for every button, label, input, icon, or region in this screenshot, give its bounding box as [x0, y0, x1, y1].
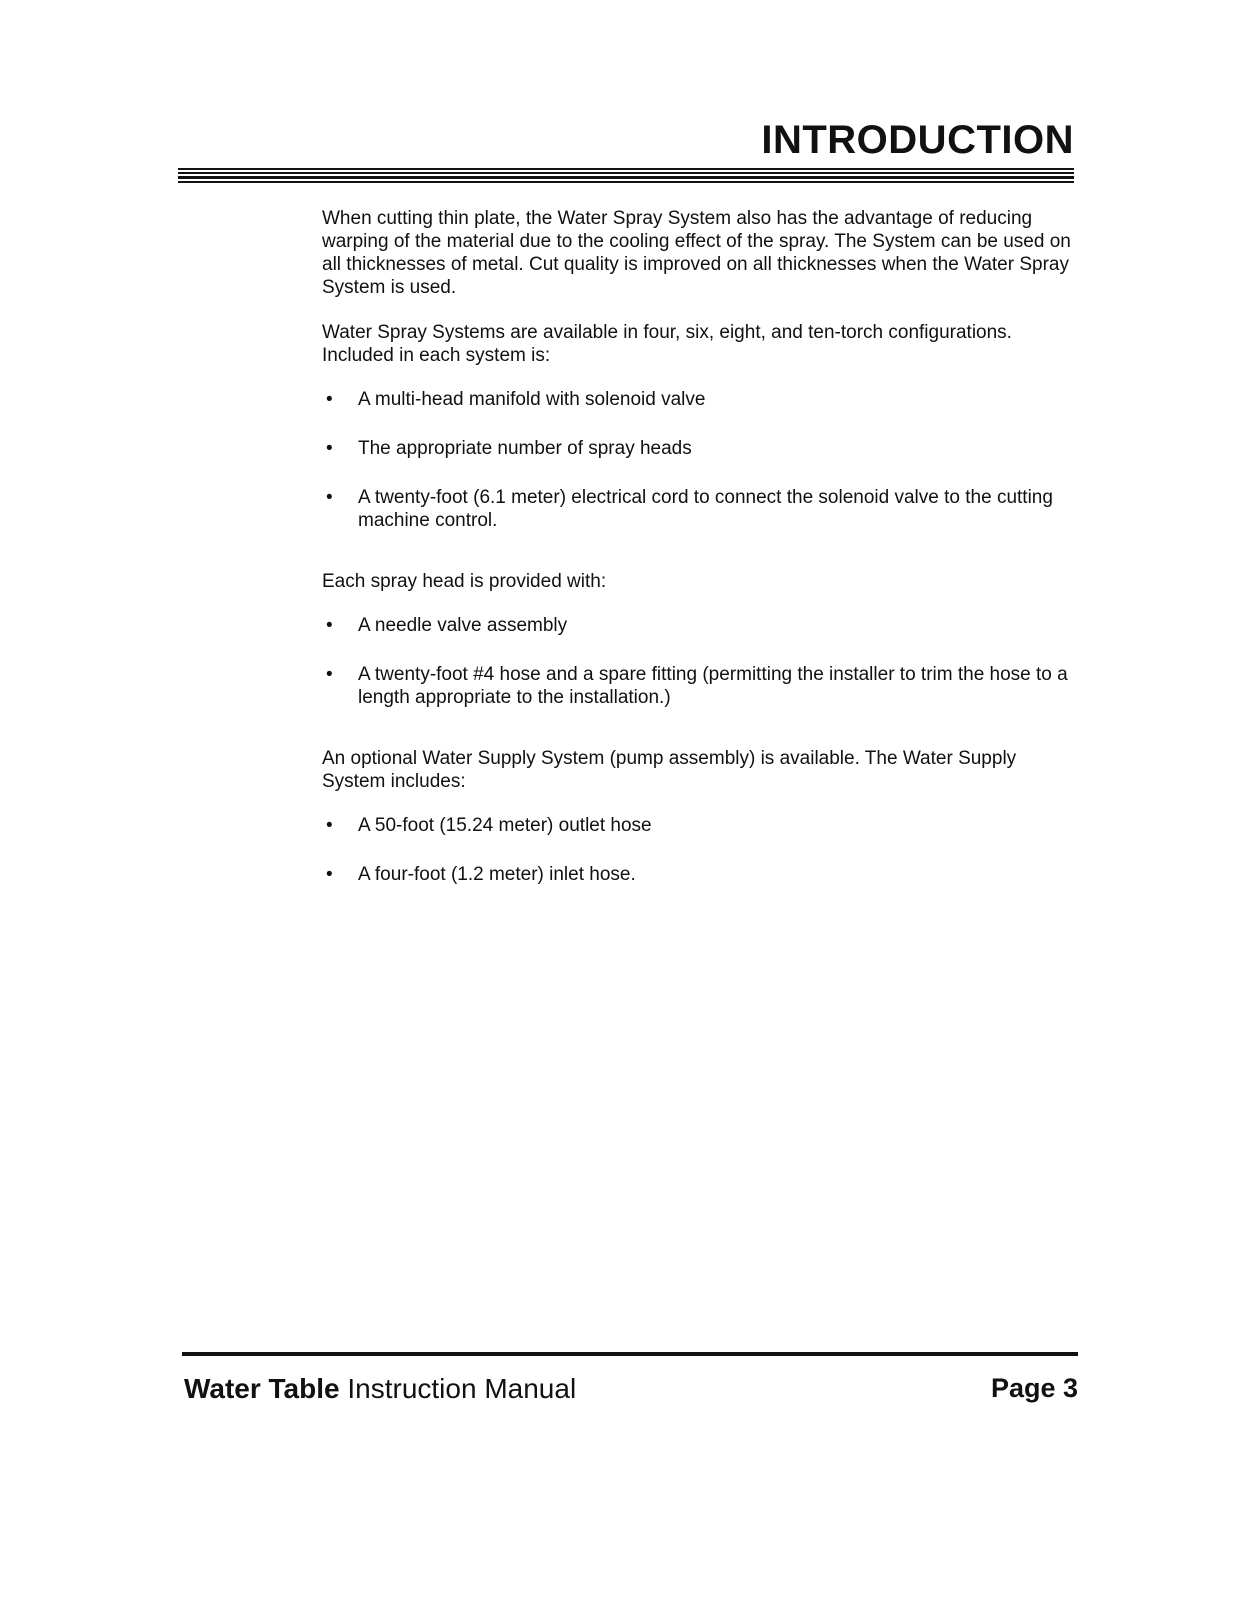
section-title: INTRODUCTION [761, 118, 1074, 162]
paragraph-spray-head: Each spray head is provided with: [322, 571, 607, 592]
list-item: • A twenty-foot (6.1 meter) electrical cord to connect the solenoid valve to the cutting machine control. [326, 487, 1053, 531]
manual-title-rest: Instruction Manual [347, 1373, 577, 1404]
list-item: • A 50-foot (15.24 meter) outlet hose [326, 815, 652, 836]
list-item: • A four-foot (1.2 meter) inlet hose. [326, 864, 636, 885]
paragraph-intro: When cutting thin plate, the Water Spray System also has the advantage of reducing warping of the material due to the cooling effect of the spray. The System can be used on all thicknesses of metal. Cut quality is improved on all thicknesses when the Water Spray System is used. [322, 208, 1071, 298]
system-contents-list [322, 388, 1082, 532]
manual-title-bold: Water Table [184, 1373, 340, 1404]
paragraph-configurations: Water Spray Systems are available in four, six, eight, and ten-torch configurations. Included in each system is: [322, 322, 1012, 366]
list-item: • A needle valve assembly [326, 615, 568, 636]
footer-rule [182, 1352, 1078, 1356]
body-content [322, 207, 1082, 886]
manual-title [184, 1373, 576, 1405]
page-number: Page 3 [990, 1373, 1078, 1403]
water-supply-list [322, 814, 1082, 886]
list-item: • A twenty-foot #4 hose and a spare fitting (permitting the installer to trim the hose to a length appropriate to the installation.) [326, 664, 1068, 708]
paragraph-water-supply: An optional Water Supply System (pump assembly) is available. The Water Supply System includes: [322, 748, 1017, 792]
list-item: • The appropriate number of spray heads [326, 438, 692, 459]
spray-head-list [322, 614, 1082, 709]
list-item: • A multi-head manifold with solenoid valve [326, 389, 706, 410]
header-rule [178, 168, 1074, 186]
